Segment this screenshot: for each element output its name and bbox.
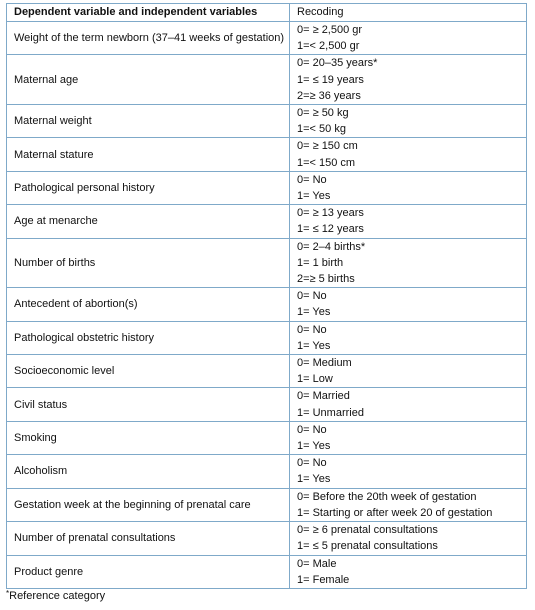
table-row bbox=[7, 522, 527, 555]
recoding-line: 0= No bbox=[297, 290, 327, 303]
table-row bbox=[7, 288, 527, 321]
variable-cell: Maternal weight bbox=[7, 105, 290, 138]
recoding-line: 1= ≤ 5 prenatal consultations bbox=[297, 540, 438, 553]
recoding-line: 1= Starting or after week 20 of gestation bbox=[297, 506, 493, 519]
recoding-cell bbox=[290, 288, 527, 321]
recoding-table bbox=[6, 3, 527, 589]
variable-cell: Weight of the term newborn (37–41 weeks of gestation) bbox=[7, 22, 290, 55]
footnote-mark: * bbox=[6, 589, 10, 598]
footnote bbox=[6, 589, 105, 602]
variable-cell: Pathological personal history bbox=[7, 171, 290, 204]
recoding-line: 1= Yes bbox=[297, 339, 331, 352]
variable-cell: Antecedent of abortion(s) bbox=[7, 288, 290, 321]
recoding-line: 1= ≤ 12 years bbox=[297, 223, 364, 236]
table-row bbox=[7, 388, 527, 421]
recoding-cell bbox=[290, 171, 527, 204]
recoding-cell bbox=[290, 555, 527, 588]
variable-cell: Age at menarche bbox=[7, 205, 290, 238]
variable-cell: Socioeconomic level bbox=[7, 355, 290, 388]
variable-cell: Gestation week at the beginning of prenatal care bbox=[7, 488, 290, 521]
table-row bbox=[7, 55, 527, 105]
recoding-line: 1= Yes bbox=[297, 473, 331, 486]
recoding-line: 0= No bbox=[297, 457, 327, 470]
recoding-line: 1=< 2,500 gr bbox=[297, 40, 360, 53]
variable-cell: Product genre bbox=[7, 555, 290, 588]
recoding-line: 0= ≥ 50 kg bbox=[297, 107, 349, 120]
table-body bbox=[7, 22, 527, 589]
variable-cell: Pathological obstetric history bbox=[7, 321, 290, 354]
recoding-line: 1= ≤ 19 years bbox=[297, 73, 364, 86]
table-row bbox=[7, 238, 527, 288]
variable-cell: Maternal stature bbox=[7, 138, 290, 171]
recoding-line: 0= ≥ 6 prenatal consultations bbox=[297, 524, 438, 537]
table-row bbox=[7, 321, 527, 354]
table-row bbox=[7, 171, 527, 204]
recoding-line: 0= ≥ 2,500 gr bbox=[297, 24, 363, 36]
table-row bbox=[7, 138, 527, 171]
recoding-line: 1=< 150 cm bbox=[297, 156, 356, 169]
recoding-cell bbox=[290, 22, 527, 55]
recoding-line: 1= Yes bbox=[297, 306, 331, 319]
table-row bbox=[7, 555, 527, 588]
recoding-line: 0= 20–35 years* bbox=[297, 57, 378, 70]
recoding-cell bbox=[290, 238, 527, 288]
variable-cell: Number of births bbox=[7, 238, 290, 288]
recoding-cell bbox=[290, 321, 527, 354]
recoding-cell bbox=[290, 522, 527, 555]
table-row bbox=[7, 22, 527, 55]
header-variables: Dependent variable and independent variables bbox=[7, 4, 290, 22]
variable-cell: Civil status bbox=[7, 388, 290, 421]
table-row bbox=[7, 488, 527, 521]
recoding-cell bbox=[290, 488, 527, 521]
recoding-line: 0= ≥ 150 cm bbox=[297, 140, 358, 153]
table-row bbox=[7, 205, 527, 238]
footnote-text: Reference category bbox=[9, 590, 106, 602]
recoding-line: 0= 2–4 births* bbox=[297, 240, 366, 253]
table-row bbox=[7, 105, 527, 138]
recoding-line: 1= Yes bbox=[297, 190, 331, 203]
recoding-cell bbox=[290, 138, 527, 171]
table-row bbox=[7, 421, 527, 454]
recoding-cell bbox=[290, 421, 527, 454]
recoding-line: 1= Female bbox=[297, 573, 350, 586]
header-row bbox=[7, 4, 527, 22]
variable-cell: Number of prenatal consultations bbox=[7, 522, 290, 555]
variable-cell: Smoking bbox=[7, 421, 290, 454]
recoding-line: 1= Unmarried bbox=[297, 406, 364, 419]
recoding-line: 0= No bbox=[297, 173, 327, 186]
recoding-line: 0= Medium bbox=[297, 357, 352, 370]
recoding-line: 1= 1 birth bbox=[297, 256, 344, 269]
recoding-line: 1= Yes bbox=[297, 440, 331, 453]
recoding-cell bbox=[290, 205, 527, 238]
recoding-line: 0= No bbox=[297, 323, 327, 336]
recoding-line: 2=≥ 5 births bbox=[297, 273, 355, 286]
recoding-line: 1=< 50 kg bbox=[297, 123, 346, 136]
recoding-cell bbox=[290, 455, 527, 488]
recoding-cell bbox=[290, 55, 527, 105]
recoding-line: 0= No bbox=[297, 423, 327, 436]
recoding-line: 2=≥ 36 years bbox=[297, 89, 361, 102]
variable-cell: Maternal age bbox=[7, 55, 290, 105]
table-row bbox=[7, 455, 527, 488]
recoding-line: 0= Married bbox=[297, 390, 350, 403]
variable-cell: Alcoholism bbox=[7, 455, 290, 488]
header-recoding: Recoding bbox=[290, 4, 527, 22]
recoding-cell bbox=[290, 355, 527, 388]
recoding-line: 1= Low bbox=[297, 373, 333, 386]
recoding-line: 0= ≥ 13 years bbox=[297, 207, 364, 220]
recoding-line: 0= Before the 20th week of gestation bbox=[297, 490, 477, 503]
recoding-cell bbox=[290, 105, 527, 138]
table-row bbox=[7, 355, 527, 388]
recoding-line: 0= Male bbox=[297, 557, 337, 570]
recoding-cell bbox=[290, 388, 527, 421]
